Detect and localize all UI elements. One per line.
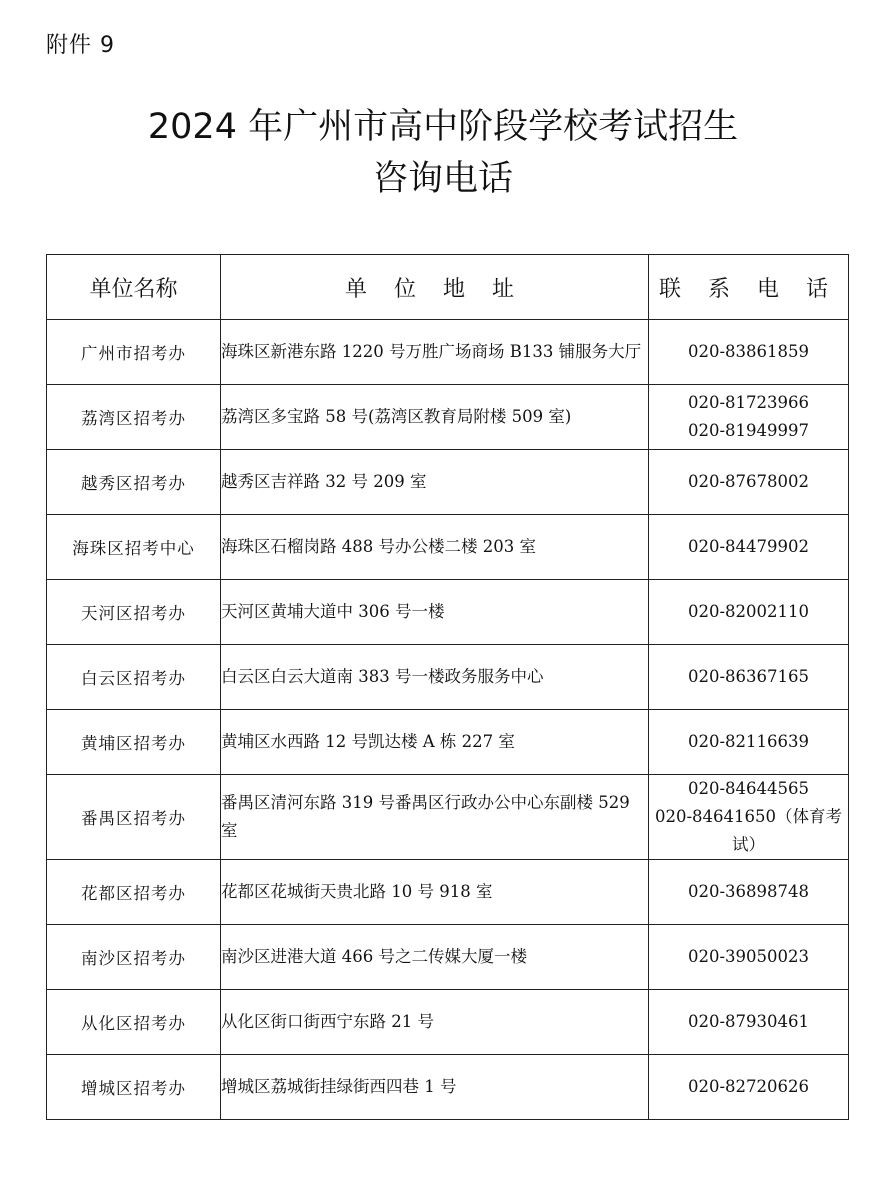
phone-cell	[649, 860, 849, 925]
unit-name-cell: 增城区招考办	[47, 1055, 221, 1120]
unit-name-cell: 黄埔区招考办	[47, 710, 221, 775]
table-header-row	[47, 255, 849, 320]
phone-number: 020-82002110	[687, 602, 810, 621]
address-cell: 海珠区新港东路 1220 号万胜广场商场 B133 铺服务大厅	[221, 320, 649, 385]
address-cell: 番禺区清河东路 319 号番禺区行政办公中心东副楼 529 室	[221, 775, 649, 860]
phone-cell	[649, 320, 849, 385]
phone-number: 020-82116639	[687, 732, 810, 751]
unit-name-cell: 从化区招考办	[47, 990, 221, 1055]
table-row	[47, 860, 849, 925]
attachment-label: 附件 9	[46, 33, 115, 58]
phone-number: 020-82720626	[687, 1077, 810, 1096]
phone-number: 020-84479902	[687, 537, 810, 556]
address-cell: 增城区荔城街挂绿街西四巷 1 号	[221, 1055, 649, 1120]
header-unit-name: 单位名称	[47, 255, 221, 320]
table-row	[47, 775, 849, 860]
page-subtitle: 咨询电话	[372, 159, 513, 199]
phone-number: 020-84641650（体育考试）	[654, 807, 843, 854]
table-row	[47, 710, 849, 775]
table-row	[47, 925, 849, 990]
unit-name-cell: 白云区招考办	[47, 645, 221, 710]
phone-number: 020-36898748	[687, 882, 810, 901]
phone-cell	[649, 1055, 849, 1120]
table-row	[47, 645, 849, 710]
table-row	[47, 1055, 849, 1120]
address-cell: 越秀区吉祥路 32 号 209 室	[221, 450, 649, 515]
unit-name-cell: 番禺区招考办	[47, 775, 221, 860]
phone-cell	[649, 580, 849, 645]
phone-number: 020-81723966	[687, 393, 810, 412]
phone-cell	[649, 775, 849, 860]
unit-name-cell: 荔湾区招考办	[47, 385, 221, 450]
phone-cell	[649, 990, 849, 1055]
page-title: 2024 年广州市高中阶段学校考试招生	[147, 107, 739, 147]
phone-cell	[649, 710, 849, 775]
unit-name-cell: 天河区招考办	[47, 580, 221, 645]
unit-name-cell: 南沙区招考办	[47, 925, 221, 990]
address-cell: 荔湾区多宝路 58 号(荔湾区教育局附楼 509 室)	[221, 385, 649, 450]
phone-cell	[649, 645, 849, 710]
address-cell: 南沙区进港大道 466 号之二传媒大厦一楼	[221, 925, 649, 990]
address-cell: 花都区花城街天贵北路 10 号 918 室	[221, 860, 649, 925]
phone-number: 020-86367165	[687, 667, 810, 686]
table-row	[47, 515, 849, 580]
phone-number: 020-84644565	[687, 779, 810, 798]
address-cell: 天河区黄埔大道中 306 号一楼	[221, 580, 649, 645]
phone-cell	[649, 925, 849, 990]
phone-number: 020-39050023	[687, 947, 810, 966]
table-row	[47, 385, 849, 450]
phone-cell	[649, 515, 849, 580]
phone-number: 020-87930461	[687, 1012, 810, 1031]
header-unit-address: 单 位 地 址	[221, 255, 649, 320]
unit-name-cell: 海珠区招考中心	[47, 515, 221, 580]
address-cell: 从化区街口街西宁东路 21 号	[221, 990, 649, 1055]
table-row	[47, 990, 849, 1055]
phone-number: 020-83861859	[687, 342, 810, 361]
header-contact-phone: 联 系 电 话	[649, 255, 849, 320]
unit-name-cell: 越秀区招考办	[47, 450, 221, 515]
unit-name-cell: 花都区招考办	[47, 860, 221, 925]
table-row	[47, 320, 849, 385]
phone-number: 020-81949997	[687, 421, 810, 440]
unit-name-cell: 广州市招考办	[47, 320, 221, 385]
address-cell: 海珠区石榴岗路 488 号办公楼二楼 203 室	[221, 515, 649, 580]
table-row	[47, 580, 849, 645]
phone-cell	[649, 385, 849, 450]
phone-number: 020-87678002	[687, 472, 810, 491]
address-cell: 黄埔区水西路 12 号凯达楼 A 栋 227 室	[221, 710, 649, 775]
table-row	[47, 450, 849, 515]
contact-table	[46, 254, 849, 1120]
address-cell: 白云区白云大道南 383 号一楼政务服务中心	[221, 645, 649, 710]
phone-cell	[649, 450, 849, 515]
